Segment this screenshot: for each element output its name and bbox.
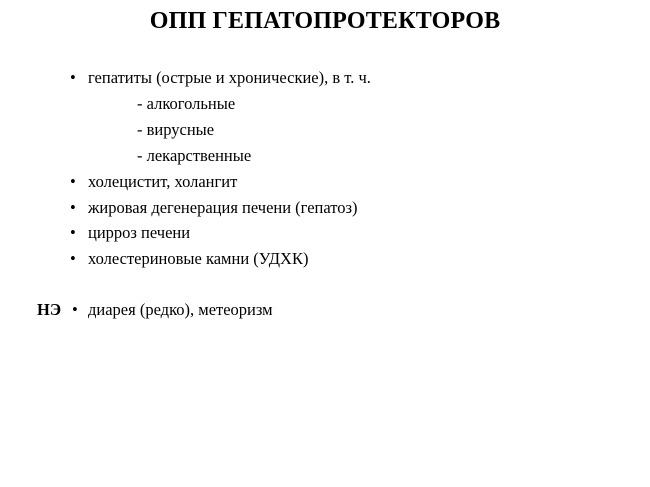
- sub-item-alcoholic: - алкогольные: [137, 94, 236, 113]
- sub-item-drug-induced: - лекарственные: [137, 146, 252, 165]
- list-item-cirrhosis: цирроз печени: [88, 223, 191, 242]
- list-item-fatty-liver: жировая дегенерация печени (гепатоз): [88, 198, 358, 217]
- bullet: •: [70, 172, 76, 191]
- page-title: ОПП ГЕПАТОПРОТЕКТОРОВ: [149, 8, 501, 34]
- bullet: •: [70, 249, 76, 268]
- bullet: •: [70, 223, 76, 242]
- side-effects-label: НЭ: [37, 300, 62, 319]
- side-effects-item: диарея (редко), метеоризм: [88, 300, 273, 319]
- sub-item-viral: - вирусные: [137, 120, 215, 139]
- bullet: •: [70, 68, 76, 87]
- bullet: •: [72, 300, 78, 319]
- list-item-hepatitis: гепатиты (острые и хронические), в т. ч.: [88, 68, 371, 87]
- list-item-gallstones: холестериновые камни (УДХК): [88, 249, 309, 268]
- list-item-cholecystitis: холецистит, холангит: [88, 172, 238, 191]
- bullet: •: [70, 198, 76, 217]
